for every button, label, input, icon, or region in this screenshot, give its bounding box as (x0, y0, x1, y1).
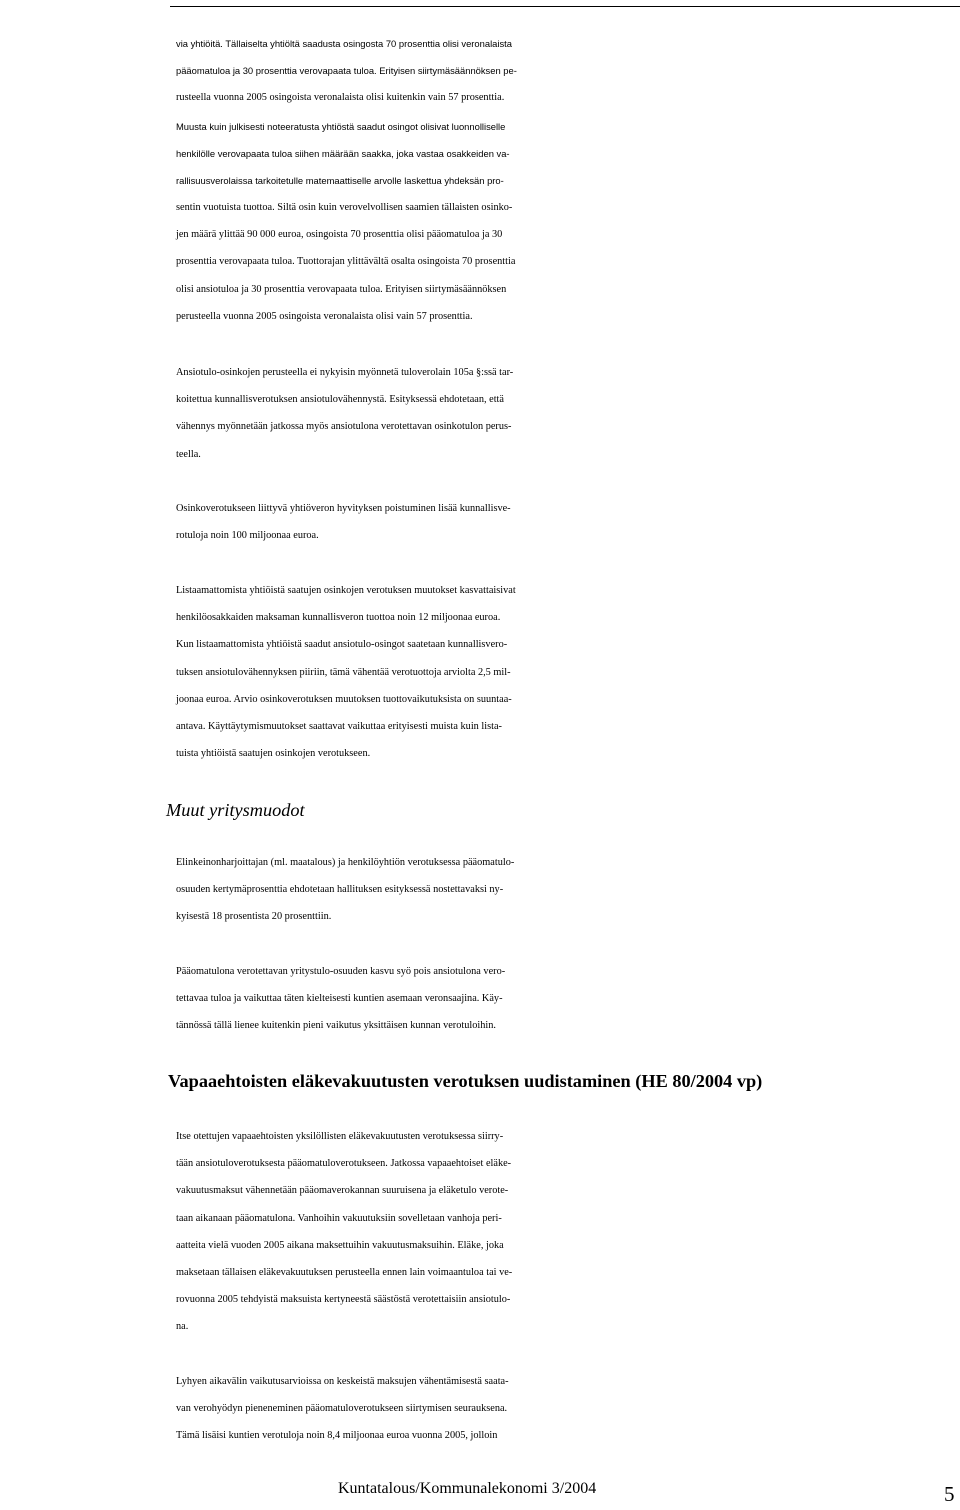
section-heading: Vapaaehtoisten eläkevakuutusten verotuksen uudistaminen (HE 80/2004 vp) (168, 1071, 763, 1091)
text-line: na. (176, 1321, 189, 1333)
text-line: vähennys myönnetään jatkossa myös ansiotulona verotettavan osinkotulon perus- (176, 421, 512, 433)
text-line: tännössä tällä lienee kuitenkin pieni vaikutus yksittäisen kunnan verotuloihin. (176, 1020, 496, 1032)
paragraph-p2 (176, 359, 960, 468)
text-line: koitettua kunnallisverotuksen ansiotulovähennystä. Esityksessä ehdotetaan, että (176, 394, 504, 406)
text-line: sentin vuotuista tuottoa. Siltä osin kuin verovelvollisen saamien tällaisten osinko- (176, 202, 513, 213)
paragraph-p4 (176, 577, 960, 767)
text-line: Tämä lisäisi kuntien verotuloja noin 8,4 miljoonaa euroa vuonna 2005, jolloin (176, 1430, 498, 1442)
text-line: henkilölle verovapaata tuloa siihen määrään saakka, joka vastaa osakkeiden va- (176, 148, 510, 160)
text-line: vakuutusmaksut vähennetään pääomaverokannan suuruisena ja eläketulo verote- (176, 1185, 509, 1197)
subheading: Muut yritysmuodot (166, 800, 305, 820)
text-line: tään ansiotuloverotuksesta pääomatuloverotukseen. Jatkossa vapaaehtoiset eläke- (176, 1158, 512, 1170)
text-line: pääomatuloa ja 30 prosenttia verovapaata tuloa. Erityisen siirtymäsäännöksen pe- (176, 65, 517, 77)
text-line: via yhtiöitä. Tällaiselta yhtiöltä saadusta osingosta 70 prosenttia olisi veronalaista (176, 38, 512, 49)
text-line: henkilöosakkaiden maksaman kunnallisveron tuottoa noin 12 miljoonaa euroa. (176, 612, 501, 624)
page-footer: Kuntatalous/Kommunalekonomi 3/2004 (338, 1480, 597, 1497)
text-line: Muusta kuin julkisesti noteeratusta yhtiöstä saadut osingot olisivat luonnolliselle (176, 121, 506, 132)
text-line: maksetaan tällaisen eläkevakuutuksen perusteella ennen lain voimaantuloa tai ve- (176, 1266, 513, 1278)
text-line: prosenttia verovapaata tuloa. Tuottorajan ylittävältä osalta osingoista 70 prosenttia (176, 256, 516, 268)
paragraph-p1-cont (176, 194, 960, 330)
text-line: tuksen ansiotulovähennyksen piiriin, tämä vähentää verotuottoja arviolta 2,5 mil- (176, 666, 511, 678)
paragraph-p6 (176, 958, 960, 1040)
paragraph-p0 (176, 30, 960, 112)
paragraph-p1 (176, 113, 960, 195)
text-line: rallisuusverolaissa tarkoitetulle matemaattiselle arvolle laskettua yhdeksän pro- (176, 175, 504, 187)
text-line: antava. Käyttäytymismuutokset saattavat vaikuttaa erityisesti muista kuin listа- (176, 720, 502, 732)
text-line: perusteella vuonna 2005 osingoista veronalaista olisi vain 57 prosenttia. (176, 310, 473, 322)
text-line: rovuonna 2005 tehdyistä maksuista kertyneestä säästöstä verotettaisiin ansiotulo- (176, 1294, 511, 1306)
text-line: taan aikanaan pääomatulona. Vanhoihin vakuutuksiin sovelletaan vanhoja peri- (176, 1212, 502, 1224)
text-line: Itse otettujen vapaaehtoisten yksilöllisten eläkevakuutusten verotuksessa siirry- (176, 1131, 504, 1142)
text-line: Kun listaamattomista yhtiöistä saadut ansiotulo-osingot saatetaan kunnallisvero- (176, 639, 508, 651)
text-line: kyisestä 18 prosentista 20 prosenttiin. (176, 911, 332, 923)
paragraph-p3 (176, 495, 960, 549)
text-line: Osinkoverotukseen liittyvä yhtiöveron hyvityksen poistuminen lisää kunnallisve- (176, 503, 511, 514)
text-line: rusteella vuonna 2005 osingoista veronalaista olisi kuitenkin vain 57 prosenttia. (176, 92, 505, 104)
header-rule (170, 6, 960, 7)
text-line: tuista yhtiöistä saatujen osinkojen verotukseen. (176, 748, 371, 760)
text-line: jen määrä ylittää 90 000 euroa, osingoista 70 prosenttia olisi pääomatuloa ja 30 (176, 229, 503, 241)
text-line: tettavaa tuloa ja vaikuttaa täten kielteisesti kuntien asemaan veronsaajina. Käy- (176, 993, 503, 1005)
text-line: olisi ansiotuloa ja 30 prosenttia verovapaata tuloa. Erityisen siirtymäsäännöksen (176, 283, 507, 295)
text-line: Pääomatulona verotettavan yritystulo-osuuden kasvu syö pois ansiotulona vero- (176, 966, 506, 977)
text-line: van verohyödyn pieneneminen pääomatuloverotukseen siirtymisen seurauksena. (176, 1403, 508, 1415)
text-line: osuuden kertymäprosenttia ehdotetaan hallituksen esityksessä nostettavaksi ny- (176, 884, 504, 896)
text-line: Lyhyen aikavälin vaikutusarvioissa on keskeistä maksujen vähentämisestä saata- (176, 1376, 509, 1387)
text-line: Elinkeinonharjoittajan (ml. maatalous) ja henkilöyhtiön verotuksessa pääomatulo- (176, 857, 515, 868)
paragraph-p8 (176, 1368, 960, 1450)
text-line: Ansiotulo-osinkojen perusteella ei nykyisin myönnetä tuloverolain 105a §:ssä tar- (176, 367, 514, 378)
paragraph-p5 (176, 849, 960, 931)
paragraph-p7 (176, 1123, 960, 1341)
text-line: rotuloja noin 100 miljoonaa euroa. (176, 530, 319, 542)
text-line: teella. (176, 448, 201, 460)
page-number: 5 (944, 1482, 955, 1506)
text-line: aatteita vielä vuoden 2005 aikana maksettuihin vakuutusmaksuihin. Eläke, joka (176, 1239, 504, 1251)
text-line: joonaa euroa. Arvio osinkoverotuksen muutoksen tuottovaikutuksista on suuntaa- (176, 693, 512, 705)
text-line: Listaamattomista yhtiöistä saatujen osinkojen verotuksen muutokset kasvattaisivat (176, 585, 516, 596)
